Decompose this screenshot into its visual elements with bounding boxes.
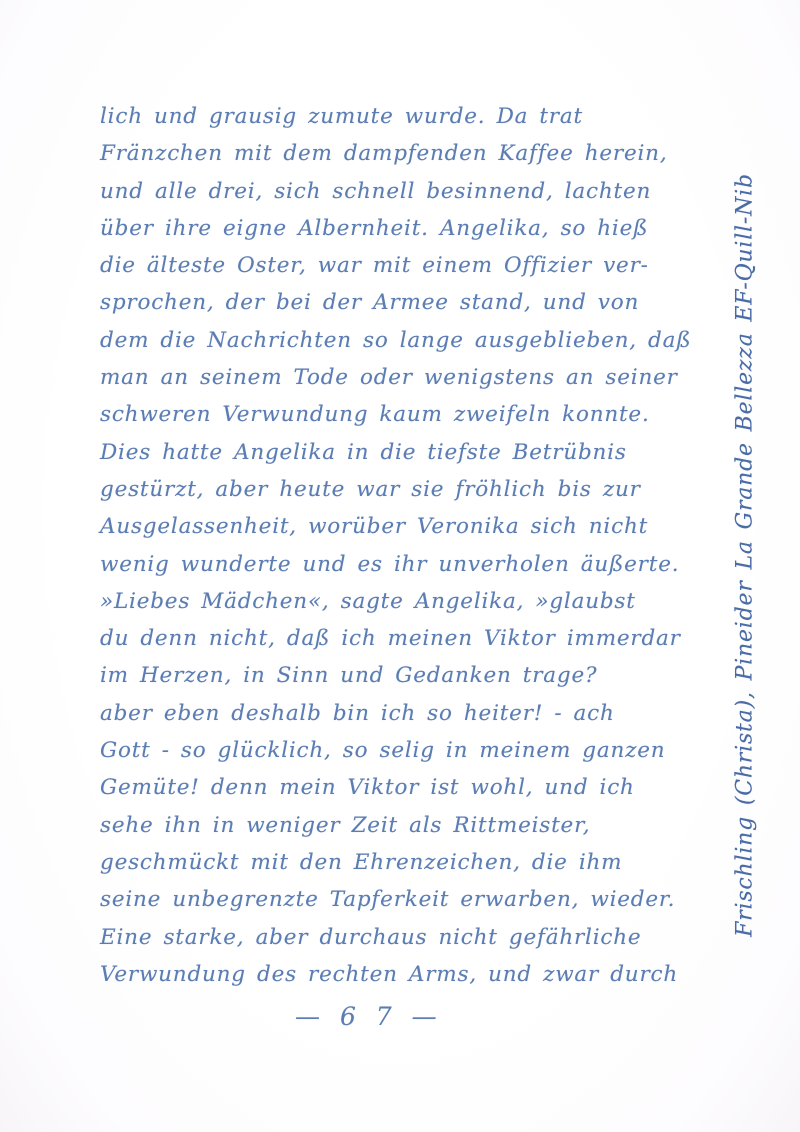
margin-note-pen-annotation: Frischling (Christa), Pineider La Grande Bellezza EF-Quill-Nib: [732, 173, 758, 937]
manuscript-line: geschmückt mit den Ehrenzeichen, die ihm: [100, 849, 623, 875]
page-number: — 6 7 —: [295, 1002, 443, 1031]
manuscript-line: Fränzchen mit dem dampfenden Kaffee herein,: [100, 141, 668, 167]
manuscript-text: [100, 98, 720, 993]
manuscript-line: dem die Nachrichten so lange ausgeblieben, daß: [100, 327, 692, 353]
manuscript-line: gestürzt, aber heute war sie fröhlich bis zur: [100, 476, 641, 502]
manuscript-line: seine unbegrenzte Tapferkeit erwarben, wieder.: [100, 887, 676, 913]
manuscript-line: aber eben deshalb bin ich so heiter! - ach: [100, 700, 615, 726]
manuscript-line: Gott - so glücklich, so selig in meinem ganzen: [100, 738, 666, 764]
manuscript-line: sehe ihn in weniger Zeit als Rittmeister,: [100, 812, 591, 838]
manuscript-line: lich und grausig zumute wurde. Da trat: [100, 104, 583, 129]
manuscript-line: du denn nicht, daß ich meinen Viktor immerdar: [100, 626, 681, 652]
manuscript-line: wenig wunderte und es ihr unverholen äußerte.: [100, 551, 680, 577]
manuscript-line: Verwundung des rechten Arms, und zwar durch: [100, 961, 679, 987]
manuscript-line: man an seinem Tode oder wenigstens an seiner: [100, 365, 678, 391]
manuscript-line: und alle drei, sich schnell besinnend, lachten: [100, 178, 652, 204]
manuscript-line: Dies hatte Angelika in die tiefste Betrübnis: [100, 439, 627, 465]
manuscript-line: schweren Verwundung kaum zweifeln konnte.: [100, 402, 650, 428]
manuscript-line: »Liebes Mädchen«, sagte Angelika, »glaubst: [100, 588, 636, 614]
manuscript-line: die älteste Oster, war mit einem Offizier ver-: [100, 253, 649, 279]
manuscript-line: Ausgelassenheit, worüber Veronika sich nicht: [100, 514, 649, 540]
manuscript-line: Eine starke, aber durchaus nicht gefährliche: [100, 924, 642, 950]
manuscript-line: sprochen, der bei der Armee stand, und von: [100, 290, 640, 316]
manuscript-line: im Herzen, in Sinn und Gedanken trage?: [100, 663, 598, 689]
manuscript-line: Gemüte! denn mein Viktor ist wohl, und ich: [100, 775, 635, 801]
manuscript-line: über ihre eigne Albernheit. Angelika, so hieß: [100, 215, 649, 241]
